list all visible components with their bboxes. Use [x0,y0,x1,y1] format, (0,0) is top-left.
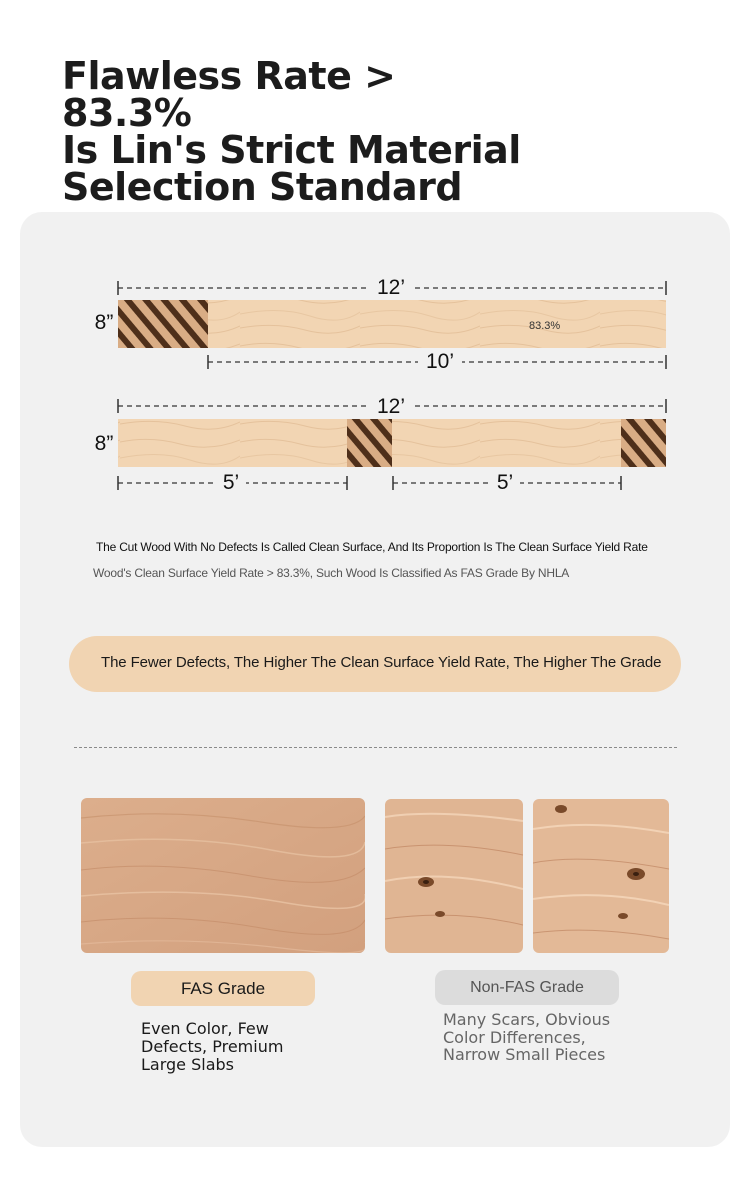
board1-clean-length-label: 10’ [425,350,455,373]
title-line-3: Selection Standard [62,165,463,209]
fas-wood-photo [81,798,365,953]
title-line-1: Flawless Rate > 83.3% [62,54,396,135]
fas-grade-badge: FAS Grade [131,971,315,1006]
board-1 [95,275,666,373]
fas-classification-note: Wood's Clean Surface Yield Rate > 83.3%, Such Wood Is Classified As FAS Grade By NHLA [93,566,570,580]
non-fas-grade-description: Many Scars, Obvious Color Differences, Narrow Small Pieces [443,1010,611,1064]
board1-percent-label: 83.3% [529,320,561,332]
board1-defect [118,300,208,348]
board2-length-label: 12’ [376,395,406,418]
board2-segment-right-label: 5’ [496,471,514,494]
non-fas-wood-photo-2 [533,799,669,953]
board2-segment-left-label: 5’ [222,471,240,494]
grade-banner [69,636,681,692]
yield-diagram [0,0,750,520]
non-fas-grade-badge: Non-FAS Grade [435,970,619,1005]
board-2 [95,394,666,494]
board2-width-label: 8” [94,432,114,455]
clean-surface-definition: The Cut Wood With No Defects Is Called Clean Surface, And Its Proportion Is The Clean Surface Yield Rate [96,540,648,554]
board2-defect-middle [347,419,392,467]
board1-width-label: 8” [94,311,114,334]
board2-defect-right [621,419,666,467]
title-line-2: Is Lin's Strict Material [62,128,521,172]
grade-banner-text: The Fewer Defects, The Higher The Clean Surface Yield Rate, The Higher The Grade [101,654,662,671]
board1-length-label: 12’ [376,276,406,299]
fas-grade-description: Even Color, Few Defects, Premium Large Slabs [141,1019,284,1074]
dashed-divider [74,747,677,748]
non-fas-wood-photo-1 [385,799,523,953]
